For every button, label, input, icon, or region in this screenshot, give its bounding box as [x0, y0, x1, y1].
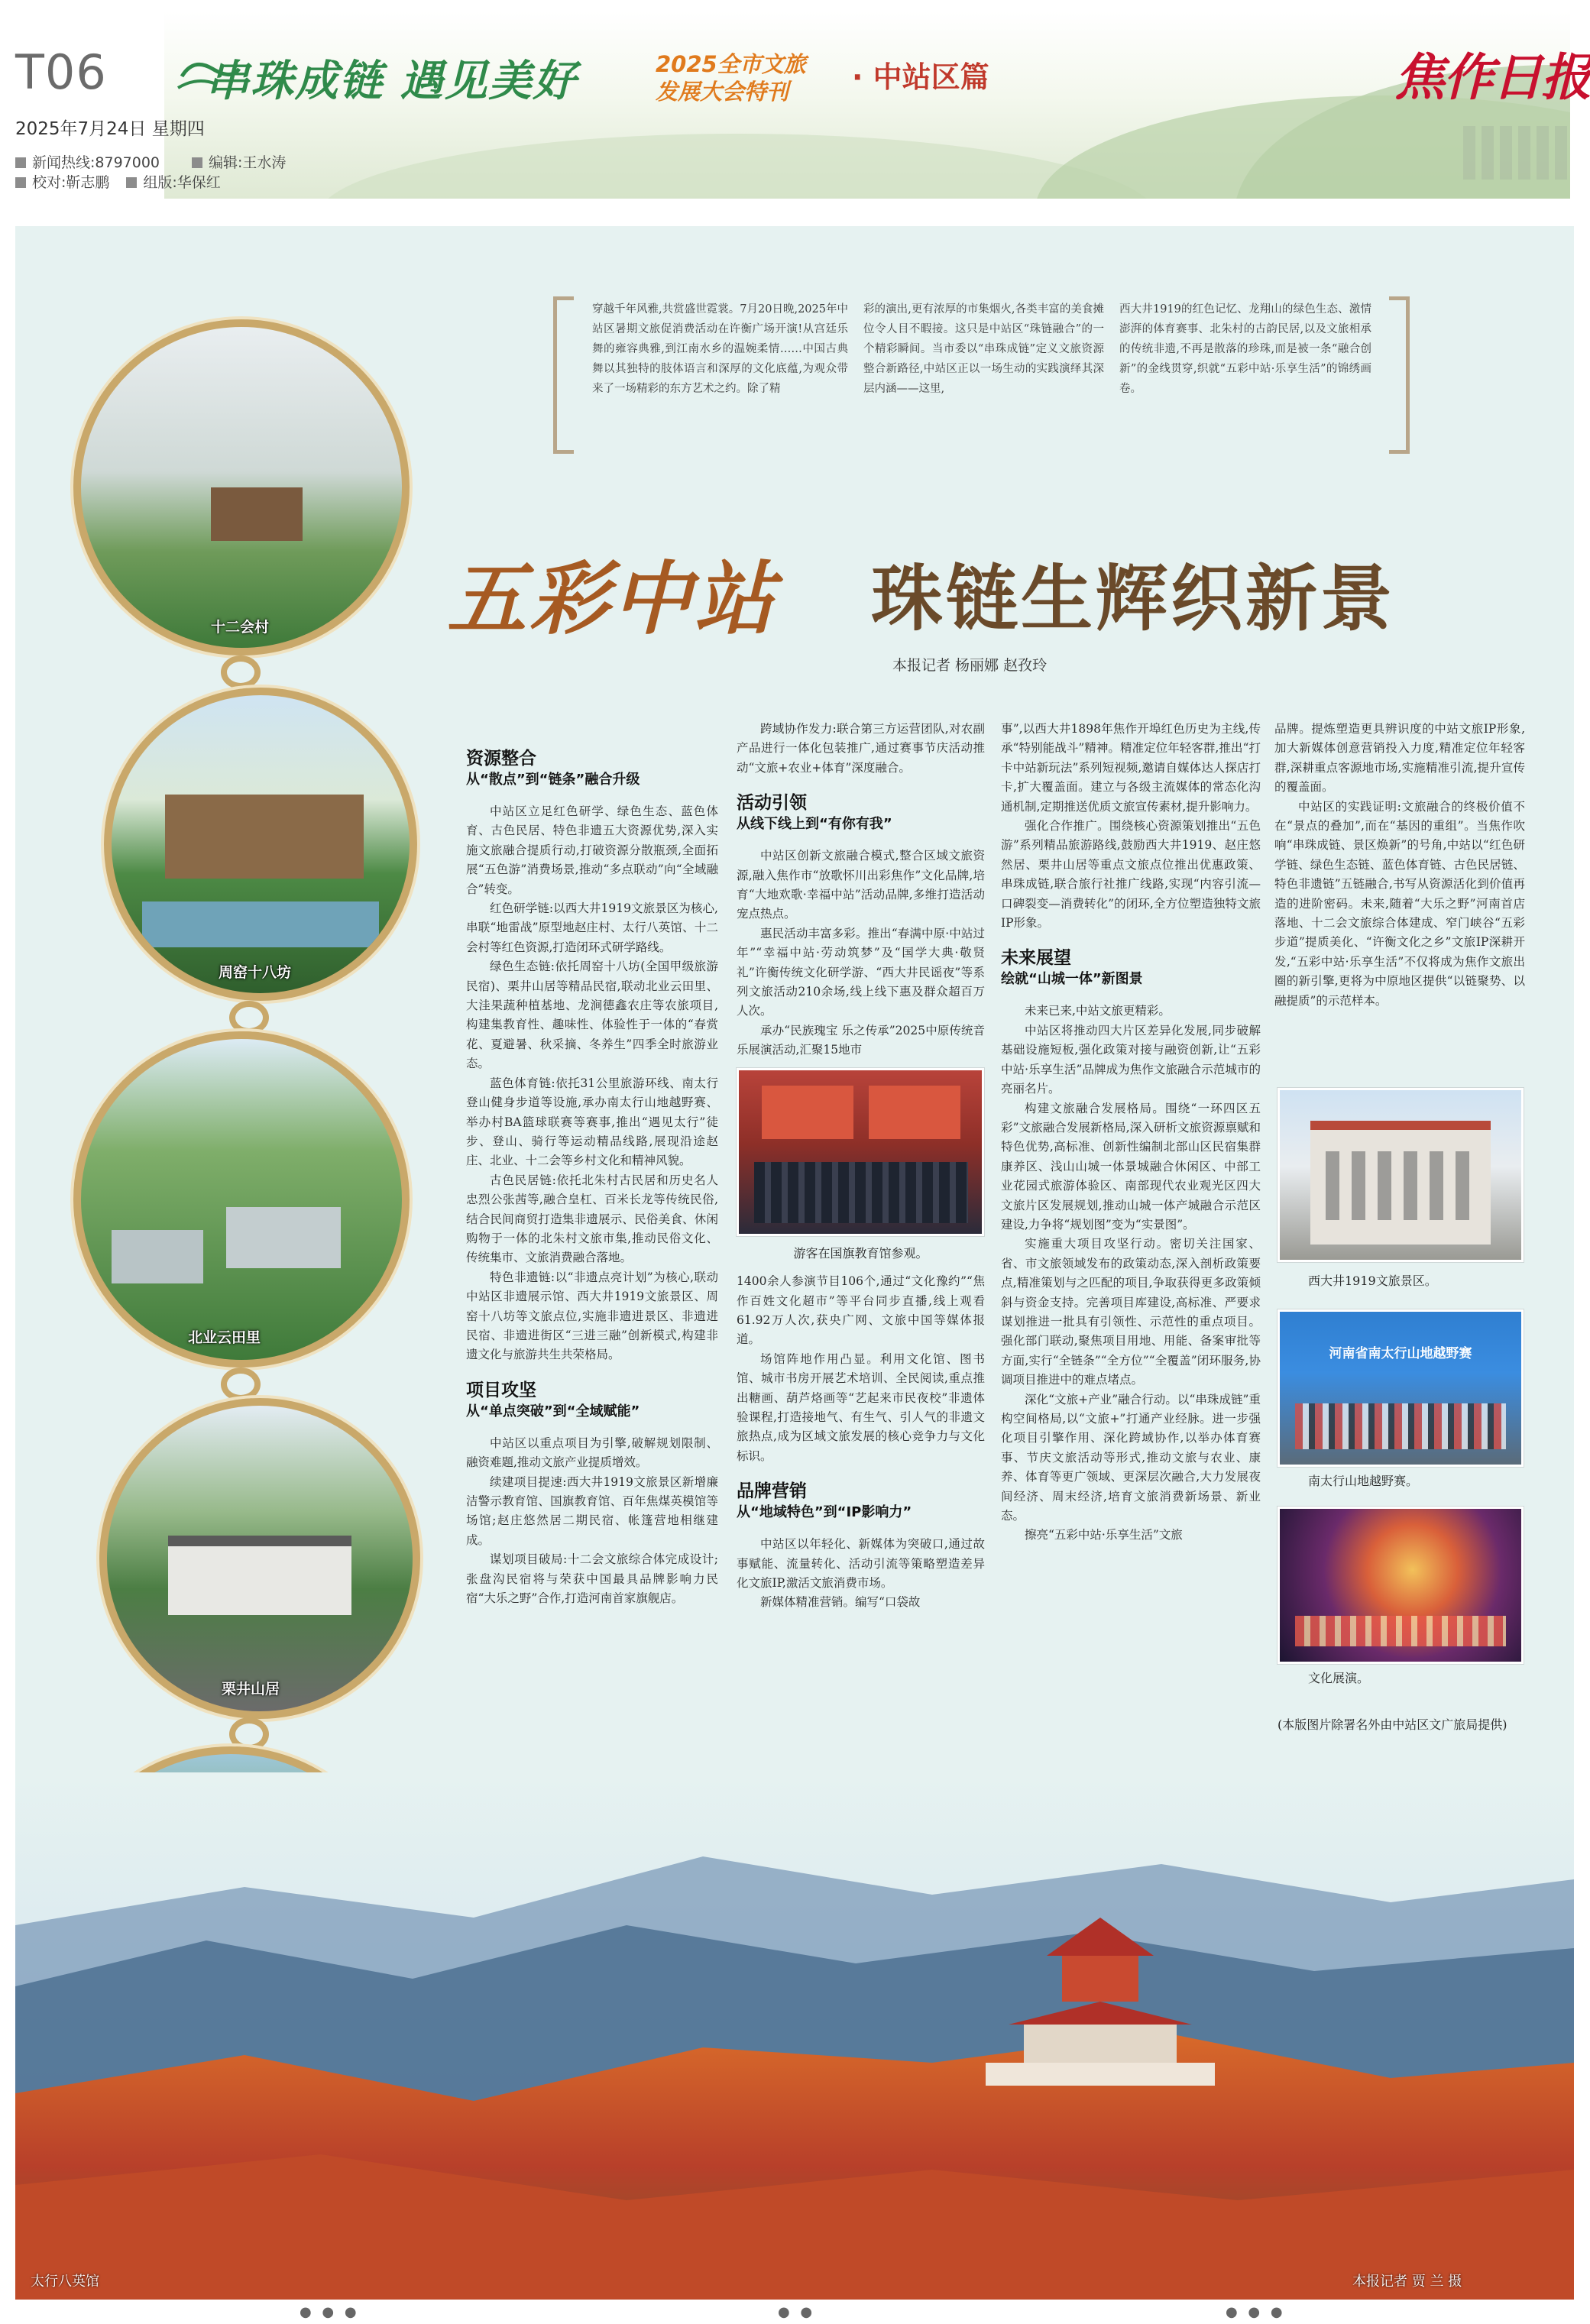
- photo-caption: 游客在国旗教育馆参观。: [793, 1245, 928, 1261]
- editor: 编辑:王水涛: [209, 154, 287, 171]
- cabin-shape: [112, 1230, 203, 1283]
- building-shape: [211, 487, 303, 541]
- paragraph: 中站区以年轻化、新媒体为突破口,通过故事赋能、流量转化、活动引流等策略塑造差异化文旅IP,激活文旅消费市场。: [737, 1537, 985, 1590]
- paragraph: 1400余人参演节目106个,通过“文化豫约”“焦作百姓文化超市”等平台同步直播,线上观看61.92万人次,获央广网、文旅中国等媒体报道。: [737, 1274, 985, 1347]
- paragraph: 惠民活动丰富多彩。推出“春满中原·中站过年”“幸福中站·劳动筑梦”及“国学大典·敬贤礼”许衡传统文化研学游、“西大井民谣夜”等系列文旅活动210余场,线上线下惠及群众超百万人次。: [737, 926, 985, 1018]
- square-icon: [15, 177, 26, 188]
- section-subheading: 从“散点”到“链条”融合升级: [466, 772, 640, 788]
- paragraph: 强化合作推广。围绕核心资源策划推出“五色游”系列精品旅游路线,鼓励西大井1919、赵庄悠然居、栗井山居等重点文旅点位推出优惠政策、串珠成链,联合旅行社推广线路,实现“内容引流—口碑裂变—消费转化”的闭环,全方位塑造独特文旅IP形象。: [1001, 819, 1261, 931]
- square-icon: [126, 177, 137, 188]
- paragraph: 红色研学链:以西大井1919文旅景区为核心,串联“地雷战”原型地赵庄村、太行八英馆、十二会村等红色资源,打造闭环式研学路线。: [466, 901, 718, 954]
- paragraph: 承办“民族瑰宝 乐之传承”2025中原传统音乐展演活动,汇聚15地市: [737, 1023, 985, 1057]
- paragraph: 特色非遗链:以“非遗点亮计划”为核心,联动中站区非遗展示馆、西大井1919文旅景区、周窑十八坊等文旅点位,实施非遗进景区、非遗进民宿、非遗进街区“三进三融”创新模式,构建非遗文化与旅游共生共荣格局。: [466, 1270, 718, 1362]
- headline-calligraphy: 五彩中站: [447, 552, 778, 646]
- paragraph: 中站区的实践证明:文旅融合的终极价值不在“景点的叠加”,而在“基因的重组”。当焦作吹响“串珠成链、景区焕新”的号角,中站以“红色研学链、绿色生态链、蓝色体育链、古色民居链、特色非遗链”五链融合,书写从资源活化到价值再造的进阶密码。未来,随着“大乐之野”河南首店落地、十二会文旅综合体建成、窄门峡谷“五彩步道”提质美化、“许衡文化之乡”文旅IP深耕开发,“五彩中站·乐享生活”不仅将成为焦作文旅出圈的新引擎,更将为中原地区提供“以链聚势、以融提质”的示范样本。: [1274, 799, 1525, 1008]
- bottom-caption-left: 太行八英馆: [31, 2274, 99, 2290]
- intro-bracket-right: [1389, 296, 1410, 454]
- intro-column: 西大井1919的红色记忆、龙翔山的绿色生态、激情澎湃的体育赛事、北朱村的古韵民居,以及文旅相承的传统非遗,不再是散落的珍珠,而是被一条“融合创新”的金线贯穿,织就“五彩中站·乐享生活”的锦绣画卷。: [1119, 303, 1371, 395]
- paragraph: 未来已来,中站文旅更精彩。: [1025, 1004, 1171, 1018]
- special-issue-label: [656, 50, 806, 105]
- photo-caption: 南太行山地越野赛。: [1308, 1474, 1419, 1488]
- runners-crowd-shape: [1295, 1403, 1506, 1449]
- paragraph: 深化“文旅+产业”融合行动。以“串珠成链”重构空间格局,以“文旅+”打通产业经脉。进一步强化项目引擎作用、深化跨域协作,以举办体育赛事、节庆文旅活动等形式,推动文旅与农业、康养、体育等更广领域、更深层次融合,大力发展夜间经济、周末经济,培育文旅消费新场景、新业态。: [1001, 1392, 1261, 1523]
- banner-text: 河南省南太行山地越野赛: [1329, 1346, 1472, 1361]
- layout-editor: 组版:华保红: [143, 174, 221, 191]
- paragraph: 中站区立足红色研学、绿色生态、蓝色体育、古色民居、特色非遗五大资源优势,深入实施文旅融合提质行动,打破资源分散瓶颈,全面拓展“五色游”消费场景,推动“多点联动”向“全域融合”转变。: [466, 804, 718, 896]
- visitors-crowd-shape: [754, 1162, 968, 1223]
- paragraph: 品牌。提炼塑造更具辨识度的中站文旅IP形象,加大新媒体创意营销投入力度,精准定位年轻客群,深耕重点客源地市场,实施精准引流,提升宣传的覆盖面。: [1274, 722, 1525, 795]
- circle-caption: 十二会村: [211, 619, 270, 636]
- paragraph: 场馆阵地作用凸显。利用文化馆、图书馆、城市书房开展艺术培训、全民阅读,重点推出糖画、葫芦烙画等“艺起来市民夜校”非遗体验课程,打造接地气、有生气、引人气的非遗文旅热点,成为区域文旅发展的核心竞争力与文化标识。: [737, 1351, 985, 1463]
- dancers-shape: [1295, 1616, 1506, 1646]
- chain-link: [229, 1001, 269, 1034]
- paragraph: 构建文旅融合发展格局。围绕“一环四区五彩”文旅融合发展新格局,深入研析文旅资源禀赋和特色优势,高标准、创新性编制北部山区民宿集群康养区、浅山山城一体景城融合休闲区、中部工业花园式旅游体验区、南部现代农业观光区四大文旅片区发展规划,推动山城一体产城融合示范区建设,力争将“规划图”变为“实景图”。: [1001, 1101, 1261, 1232]
- header-skyline-decoration: [1463, 126, 1570, 180]
- section-heading: 活动引领: [737, 793, 807, 814]
- section-heading: 品牌营销: [737, 1481, 807, 1502]
- landscape-photo: [15, 1772, 1574, 2300]
- photo-credit-bottom: 本报记者 贾 兰 摄: [1352, 2274, 1462, 2290]
- series-title: 串珠成链 遇见美好: [206, 56, 578, 106]
- photo-circle-zhouyao: [104, 688, 417, 1001]
- staff-line-1: [15, 151, 286, 172]
- issue-date: 2025年7月24日 星期四: [15, 119, 205, 139]
- photo-cultural-show: [1278, 1507, 1524, 1664]
- paragraph: 中站区将推动四大片区差异化发展,同步破解基础设施短板,强化政策对接与融资创新,让“五彩中站·乐享生活”品牌成为焦作文旅融合示范城市的亮丽名片。: [1001, 1023, 1261, 1096]
- paragraph: 事”,以西大井1898年焦作开埠红色历史为主线,传承“特别能战斗”精神。精准定位年轻客群,推出“打卡中站新玩法”系列短视频,邀请自媒体达人探店打卡,扩大覆盖面。建立与各级主流媒体的常态化沟通机制,定期推送优质文旅宣传素材,提升影响力。: [1001, 722, 1261, 814]
- page-dots-right: ● ● ●: [1226, 2304, 1286, 2320]
- circle-caption: 周窑十八坊: [219, 964, 292, 981]
- photo-credit: (本版图片除署名外由中站区文广旅局提供): [1278, 1717, 1507, 1732]
- article-column-2: [737, 720, 985, 1613]
- photo-caption: 西大井1919文旅景区。: [1308, 1274, 1437, 1288]
- page-dots-center: ● ●: [778, 2304, 816, 2320]
- headline-main: 珠链生辉织新景: [871, 558, 1396, 641]
- header-hill-decoration: [317, 134, 1158, 199]
- paragraph: 跨域协作发力:联合第三方运营团队,对农副产品进行一体化包装推广,通过赛事节庆活动推动“文旅+农业+体育”深度融合。: [737, 722, 985, 775]
- paragraph: 中站区创新文旅融合模式,整合区域文旅资源,融入焦作市“放歌怀川出彩焦作”文化品牌,培育“大地欢歌·幸福中站”活动品牌,多维打造活动宠点热点。: [737, 849, 985, 921]
- exhibit-panel-shape: [762, 1086, 853, 1139]
- section-subheading: 从线下线上到“有你有我”: [737, 816, 892, 833]
- photo-circle-beiye: [73, 1031, 410, 1368]
- exhibit-panel-shape: [869, 1086, 960, 1139]
- square-icon: [15, 157, 26, 168]
- paragraph: 新媒体精准营销。编写“口袋故: [760, 1595, 921, 1610]
- proofreader: 校对:靳志鹏: [32, 174, 110, 191]
- paragraph: 古色民居链:依托北朱村古民居和历史名人忠烈公张茜等,融合皇杠、百米长龙等传统民俗,结合民间商贸打造集非遗展示、民俗美食、休闲购物于一体的北朱村文旅市集,推动民俗文化、传统集市、文旅消费融合落地。: [466, 1173, 718, 1265]
- chain-link: [221, 1368, 261, 1401]
- photo-circle-lijing: [99, 1398, 420, 1719]
- paragraph: 绿色生态链:依托周窑十八坊(全国甲级旅游民宿)、栗井山居等精品民宿,联动北业云田里、大洼果蔬种植基地、龙涧德鑫农庄等农旅项目,构建集教育性、趣味性、体验性于一体的“春赏花、夏避暑、秋采摘、冬养生”四季全时旅游业态。: [466, 960, 718, 1071]
- paragraph: 擦亮“五彩中站·乐享生活”文旅: [1025, 1528, 1183, 1542]
- intro-column: 穿越千年风雅,共赏盛世霓裳。7月20日晚,2025年中站区暑期文旅促消费活动在许衡广场开演!从宫廷乐舞的雍容典雅,到江南水乡的温婉柔情……中国古典舞以其独特的肢体语言和深厚的文化底蕴,为观众带来了一场精彩的东方艺术之约。除了精: [592, 303, 848, 395]
- staff-line-2: [15, 171, 221, 192]
- water-shape: [142, 901, 379, 947]
- section-subheading: 从“地域特色”到“IP影响力”: [737, 1504, 912, 1521]
- square-icon: [192, 157, 202, 168]
- special-issue-line: 2025全市文旅: [656, 51, 806, 77]
- paragraph: 谋划项目破局:十二会文旅综合体完成设计;张盘沟民宿将与荣获中国最具品牌影响力民宿“大乐之野”合作,打造河南首家旗舰店。: [466, 1552, 718, 1606]
- special-issue-line: 发展大会特刊: [656, 79, 789, 105]
- circle-caption: 栗井山居: [222, 1681, 280, 1698]
- circle-caption: 北业云田里: [188, 1329, 261, 1346]
- chain-link: [221, 655, 261, 689]
- district-part-label: · 中站区篇: [852, 60, 989, 94]
- windows-shape: [1326, 1151, 1475, 1220]
- page-dots-left: ● ● ●: [300, 2304, 360, 2320]
- intro-bracket-left: [553, 296, 574, 454]
- section-heading: 项目攻坚: [466, 1380, 536, 1400]
- article-column-3: [1001, 720, 1261, 1546]
- paragraph: 中站区以重点项目为引擎,破解规划限制、融资难题,推动文旅产业提质增效。: [466, 1436, 718, 1470]
- photo-xidajing: [1278, 1088, 1524, 1262]
- page-code: T06: [15, 44, 107, 100]
- section-subheading: 绘就“山城一体”新图景: [1001, 971, 1143, 988]
- paragraph: 续建项目提速:西大井1919文旅景区新增廉洁警示教育馆、国旗教育馆、百年焦煤英模馆等场馆;赵庄悠然居二期民宿、帐篷营地相继建成。: [466, 1474, 718, 1547]
- photo-flag-museum: [737, 1068, 984, 1236]
- paragraph: 实施重大项目攻坚行动。密切关注国家、省、市文旅领域发布的政策动态,深入剖析政策要点,精准策划与之匹配的项目,争取获得更多政策倾斜与资金支持。完善项目库建设,高标准、严要求谋划推进一批具有引领性、示范性的重点项目。强化部门联动,聚焦项目用地、用能、备案审批等方面,实行“全链条”“全方位”“全覆盖”闭环服务,协调项目推进中的难点堵点。: [1001, 1237, 1261, 1387]
- section-heading: 未来展望: [1001, 948, 1071, 969]
- photo-mountain-race: [1278, 1309, 1524, 1467]
- intro-column: 彩的演出,更有浓厚的市集烟火,各类丰富的美食摊位令人目不暇接。这只是中站区“珠链融合”的一个精彩瞬间。当市委以“串珠成链”定义文旅资源整合新路径,中站区正以一场生动的实践演绎其深层内涵——这里,: [863, 303, 1104, 395]
- building-shape: [165, 795, 364, 879]
- building-shape: [168, 1536, 351, 1615]
- section-heading: 资源整合: [466, 749, 536, 769]
- article-column-4: [1274, 720, 1525, 1011]
- section-subheading: 从“单点突破”到“全域赋能”: [466, 1403, 640, 1419]
- article-column-1: [466, 733, 718, 1608]
- paper-logo: 焦作日报: [1394, 47, 1590, 107]
- paragraph: 蓝色体育链:依托31公里旅游环线、南太行登山健身步道等设施,承办南太行山地越野赛、举办村BA篮球联赛等赛事,推出“遇见太行”徒步、登山、骑行等运动精品线路,展现沿途赵庄、北业、十二会等乡村文化和精神风貌。: [466, 1076, 718, 1168]
- news-hotline: 新闻热线:8797000: [32, 154, 160, 171]
- photo-caption: 文化展演。: [1308, 1671, 1370, 1685]
- photo-circle-shierhui: [73, 319, 410, 655]
- cabin-shape: [226, 1207, 341, 1268]
- byline: 本报记者 杨丽娜 赵孜玲: [892, 657, 1048, 674]
